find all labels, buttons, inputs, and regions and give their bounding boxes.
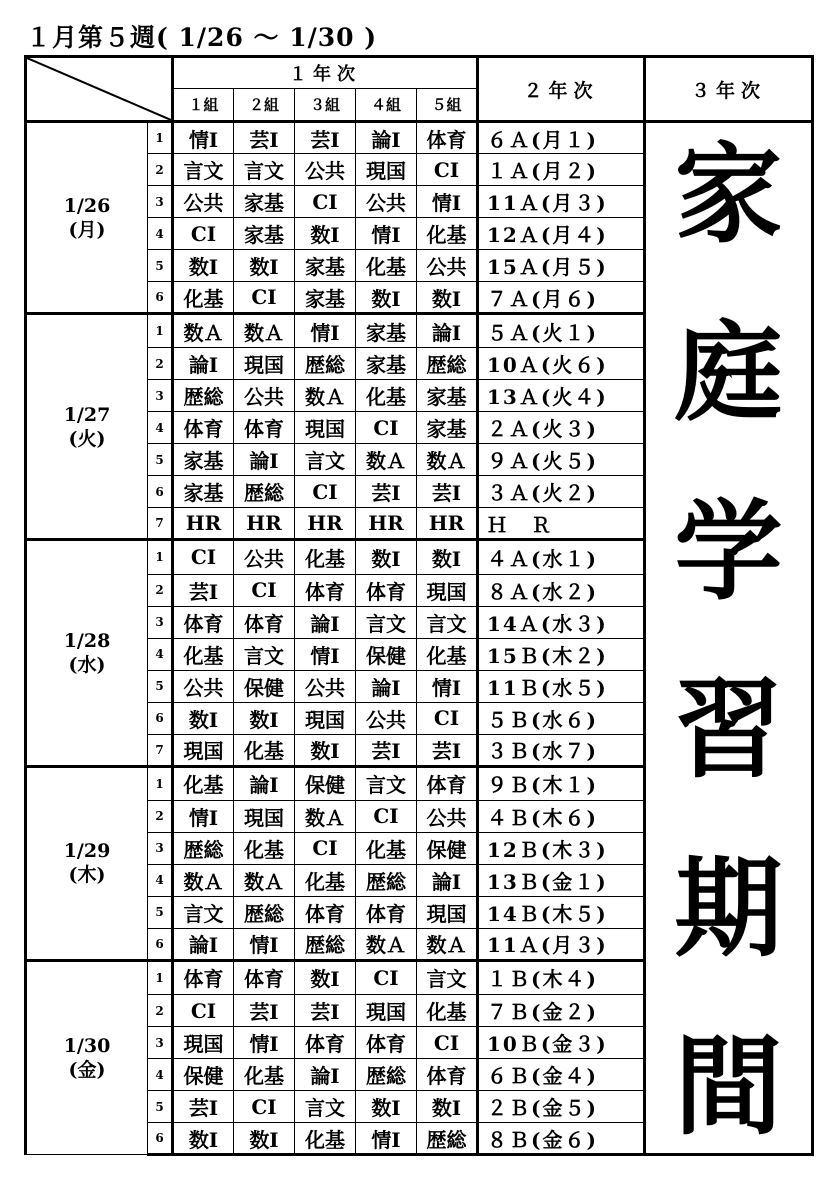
subject-cell: 化基	[295, 1123, 356, 1155]
date-cell	[26, 766, 148, 960]
subject-cell: 保健	[295, 766, 356, 800]
grade3-notice-char: 習	[674, 668, 783, 794]
subject-cell: 公共	[173, 186, 234, 218]
subject-cell: 家基	[234, 186, 295, 218]
subject-cell: 現国	[234, 800, 295, 832]
grade2-exam-cell: ８Ａ(水２)	[478, 574, 645, 606]
subject-cell: 数Ａ	[173, 314, 234, 348]
subject-cell: 数Ⅰ	[295, 734, 356, 766]
period-number: 3	[148, 380, 173, 412]
subject-cell: 数Ⅰ	[417, 282, 478, 314]
period-number: 2	[148, 800, 173, 832]
subject-cell: CⅠ	[417, 702, 478, 734]
subject-cell: 言文	[234, 638, 295, 670]
subject-cell: 体育	[173, 960, 234, 994]
subject-cell: 化基	[173, 766, 234, 800]
subject-cell: 化基	[356, 832, 417, 864]
date-label: 1/26	[63, 194, 111, 217]
subject-cell: 公共	[417, 250, 478, 282]
grade2-exam-cell: ８Ｂ(金６)	[478, 1123, 645, 1155]
subject-cell: CⅠ	[356, 800, 417, 832]
period-number: 4	[148, 1059, 173, 1091]
subject-cell: 論Ⅰ	[173, 928, 234, 960]
subject-cell: 家基	[417, 380, 478, 412]
subject-cell: 体育	[234, 960, 295, 994]
subject-cell: 芸Ⅰ	[234, 995, 295, 1027]
subject-cell: CⅠ	[173, 540, 234, 574]
subject-cell: 言文	[295, 444, 356, 476]
grade2-exam-cell: 11Ａ(月３)	[478, 928, 645, 960]
subject-cell: 芸Ⅰ	[173, 1091, 234, 1123]
grade3-header: ３年次	[645, 57, 813, 122]
subject-cell: 化基	[295, 864, 356, 896]
subject-cell: 歴総	[417, 348, 478, 380]
subject-cell: 言文	[356, 606, 417, 638]
period-number: 3	[148, 832, 173, 864]
subject-cell: 芸Ⅰ	[173, 574, 234, 606]
grade3-notice-char: 家	[674, 133, 783, 258]
subject-cell: 数Ⅰ	[356, 1091, 417, 1123]
grade2-exam-cell: 11Ａ(月３)	[478, 186, 645, 218]
period-number: 3	[148, 186, 173, 218]
subject-cell: 論Ⅰ	[417, 314, 478, 348]
subject-cell: 家基	[234, 218, 295, 250]
period-number: 2	[148, 995, 173, 1027]
subject-cell: CⅠ	[234, 574, 295, 606]
period-number: 5	[148, 250, 173, 282]
subject-cell: 現国	[295, 702, 356, 734]
subject-cell: 保健	[356, 638, 417, 670]
grade2-exam-cell: 10Ｂ(金３)	[478, 1027, 645, 1059]
subject-cell: 情Ⅰ	[234, 928, 295, 960]
period-number: 6	[148, 1123, 173, 1155]
subject-cell: 言文	[417, 606, 478, 638]
grade2-exam-cell: ７Ｂ(金２)	[478, 995, 645, 1027]
diagonal-line	[27, 58, 171, 120]
subject-cell: HR	[417, 508, 478, 540]
subject-cell: 情Ⅰ	[356, 218, 417, 250]
subject-cell: 公共	[234, 380, 295, 412]
subject-cell: 公共	[295, 154, 356, 186]
grade2-exam-cell: ２Ｂ(金５)	[478, 1091, 645, 1123]
subject-cell: 体育	[295, 896, 356, 928]
subject-cell: CⅠ	[234, 1091, 295, 1123]
subject-cell: 現国	[295, 412, 356, 444]
subject-cell: 数Ａ	[295, 800, 356, 832]
date-cell	[26, 540, 148, 766]
subject-cell: 数Ⅰ	[295, 218, 356, 250]
subject-cell: 体育	[356, 574, 417, 606]
subject-cell: 数Ⅰ	[295, 960, 356, 994]
subject-cell: CⅠ	[173, 218, 234, 250]
subject-cell: 芸Ⅰ	[417, 476, 478, 508]
grade2-exam-cell: 15Ｂ(木２)	[478, 638, 645, 670]
subject-cell: 数Ａ	[234, 864, 295, 896]
subject-cell: 数Ⅰ	[173, 1123, 234, 1155]
subject-cell: 論Ⅰ	[173, 348, 234, 380]
subject-cell: 体育	[417, 122, 478, 154]
grade3-notice-char: 期	[674, 846, 783, 972]
period-number: 6	[148, 702, 173, 734]
grade3-notice-text	[646, 123, 811, 1153]
grade2-exam-cell: 15Ａ(月５)	[478, 250, 645, 282]
grade2-exam-cell: ９Ｂ(木１)	[478, 766, 645, 800]
grade3-notice-char: 庭	[674, 311, 783, 437]
subject-cell: 歴総	[234, 896, 295, 928]
period-number: 2	[148, 348, 173, 380]
subject-cell: HR	[356, 508, 417, 540]
subject-cell: CⅠ	[295, 476, 356, 508]
subject-cell: 情Ⅰ	[295, 314, 356, 348]
subject-cell: 言文	[295, 1091, 356, 1123]
subject-cell: HR	[173, 508, 234, 540]
subject-cell: CⅠ	[417, 1027, 478, 1059]
subject-cell: 家基	[356, 348, 417, 380]
subject-cell: 家基	[356, 314, 417, 348]
class-header: ５組	[417, 89, 478, 122]
subject-cell: 歴総	[173, 380, 234, 412]
subject-cell: HR	[234, 508, 295, 540]
subject-cell: CⅠ	[234, 282, 295, 314]
subject-cell: 化基	[417, 218, 478, 250]
period-number: 6	[148, 282, 173, 314]
period-number: 5	[148, 1091, 173, 1123]
grade2-exam-cell: 11Ｂ(水５)	[478, 670, 645, 702]
grade2-exam-cell: 12Ａ(月４)	[478, 218, 645, 250]
period-number: 7	[148, 508, 173, 540]
date-label: 1/28	[63, 629, 111, 652]
subject-cell: 論Ⅰ	[417, 864, 478, 896]
weekday-label: (水)	[68, 653, 106, 676]
subject-cell: 歴総	[295, 928, 356, 960]
grade3-notice-char: 学	[674, 489, 783, 615]
subject-cell: 体育	[173, 606, 234, 638]
period-number: 4	[148, 864, 173, 896]
subject-cell: 言文	[234, 154, 295, 186]
subject-cell: 現国	[173, 734, 234, 766]
subject-cell: 体育	[417, 1059, 478, 1091]
subject-cell: CⅠ	[356, 960, 417, 994]
grade2-exam-cell: ３Ｂ(水７)	[478, 734, 645, 766]
subject-cell: HR	[295, 508, 356, 540]
class-header: １組	[173, 89, 234, 122]
period-number: 5	[148, 444, 173, 476]
subject-cell: CⅠ	[417, 154, 478, 186]
grade2-header: ２年次	[478, 57, 645, 122]
grade1-header: １年次	[173, 57, 478, 89]
subject-cell: 歴総	[356, 864, 417, 896]
period-number: 1	[148, 960, 173, 994]
grade2-exam-cell: 12Ｂ(木３)	[478, 832, 645, 864]
subject-cell: 数Ａ	[295, 380, 356, 412]
subject-cell: 歴総	[295, 348, 356, 380]
subject-cell: 歴総	[356, 1059, 417, 1091]
date-cell	[26, 122, 148, 314]
subject-cell: 芸Ⅰ	[356, 734, 417, 766]
period-number: 4	[148, 412, 173, 444]
subject-cell: 歴総	[417, 1123, 478, 1155]
subject-cell: 化基	[295, 540, 356, 574]
grade2-exam-cell: 10Ａ(火６)	[478, 348, 645, 380]
grade2-exam-cell: 13Ａ(火４)	[478, 380, 645, 412]
subject-cell: 数Ⅰ	[173, 702, 234, 734]
subject-cell: 公共	[356, 186, 417, 218]
subject-cell: 化基	[417, 638, 478, 670]
subject-cell: 家基	[417, 412, 478, 444]
subject-cell: 芸Ⅰ	[295, 122, 356, 154]
subject-cell: 公共	[234, 540, 295, 574]
subject-cell: 情Ⅰ	[173, 800, 234, 832]
period-number: 1	[148, 766, 173, 800]
date-label: 1/27	[63, 403, 111, 426]
grade2-exam-cell: １Ｂ(木４)	[478, 960, 645, 994]
subject-cell: CⅠ	[295, 832, 356, 864]
subject-cell: 化基	[173, 638, 234, 670]
subject-cell: 公共	[295, 670, 356, 702]
subject-cell: 論Ⅰ	[295, 1059, 356, 1091]
period-number: 4	[148, 218, 173, 250]
subject-cell: 情Ⅰ	[295, 638, 356, 670]
subject-cell: 数Ⅰ	[234, 1123, 295, 1155]
subject-cell: 芸Ⅰ	[234, 122, 295, 154]
grade2-exam-cell: ６Ａ(月１)	[478, 122, 645, 154]
grade3-notice-char: 間	[674, 1024, 783, 1150]
period-number: 1	[148, 122, 173, 154]
grade2-exam-cell: １Ａ(月２)	[478, 154, 645, 186]
subject-cell: 公共	[173, 670, 234, 702]
subject-cell: 体育	[417, 766, 478, 800]
period-number: 5	[148, 670, 173, 702]
subject-cell: CⅠ	[295, 186, 356, 218]
grade2-exam-cell: ４Ａ(水１)	[478, 540, 645, 574]
class-header: ２組	[234, 89, 295, 122]
schedule-body	[26, 122, 813, 1155]
subject-cell: CⅠ	[173, 995, 234, 1027]
page-title: １月第５週( 1/26 〜 1/30 )	[26, 23, 378, 52]
subject-cell: 現国	[356, 154, 417, 186]
grade2-exam-cell: Ｈ Ｒ	[478, 508, 645, 540]
subject-cell: 情Ⅰ	[356, 1123, 417, 1155]
grade3-notice-cell	[645, 122, 813, 1155]
subject-cell: 家基	[295, 250, 356, 282]
subject-cell: 化基	[417, 995, 478, 1027]
weekday-label: (月)	[68, 218, 106, 241]
subject-cell: 言文	[173, 154, 234, 186]
grade2-exam-cell: 14Ａ(水３)	[478, 606, 645, 638]
subject-cell: 情Ⅰ	[234, 1027, 295, 1059]
subject-cell: 体育	[173, 412, 234, 444]
period-number: 4	[148, 638, 173, 670]
subject-cell: 数Ａ	[234, 314, 295, 348]
subject-cell: 数Ⅰ	[356, 282, 417, 314]
subject-cell: CⅠ	[356, 412, 417, 444]
weekday-label: (火)	[68, 427, 106, 450]
grade2-exam-cell: 14Ｂ(木５)	[478, 896, 645, 928]
subject-cell: 公共	[356, 702, 417, 734]
subject-cell: 数Ａ	[417, 928, 478, 960]
grade2-exam-cell: ３Ａ(火２)	[478, 476, 645, 508]
subject-cell: 数Ａ	[356, 444, 417, 476]
period-number: 6	[148, 476, 173, 508]
subject-cell: 数Ａ	[417, 444, 478, 476]
subject-cell: 化基	[234, 1059, 295, 1091]
period-number: 1	[148, 540, 173, 574]
grade2-exam-cell: ２Ａ(火３)	[478, 412, 645, 444]
subject-cell: 論Ⅰ	[356, 670, 417, 702]
subject-cell: 数Ⅰ	[356, 540, 417, 574]
period-number: 3	[148, 1027, 173, 1059]
subject-cell: 歴総	[234, 476, 295, 508]
corner-diagonal-cell	[26, 57, 173, 122]
subject-cell: 体育	[234, 606, 295, 638]
subject-cell: 化基	[356, 380, 417, 412]
subject-cell: 言文	[356, 766, 417, 800]
subject-cell: 歴総	[173, 832, 234, 864]
subject-cell: 公共	[417, 800, 478, 832]
subject-cell: 現国	[234, 348, 295, 380]
subject-cell: 体育	[295, 574, 356, 606]
subject-cell: 情Ⅰ	[173, 122, 234, 154]
subject-cell: 現国	[417, 574, 478, 606]
subject-cell: 数Ⅰ	[234, 702, 295, 734]
period-number: 7	[148, 734, 173, 766]
period-number: 2	[148, 574, 173, 606]
subject-cell: 数Ⅰ	[417, 540, 478, 574]
grade2-exam-cell: ７Ａ(月６)	[478, 282, 645, 314]
subject-cell: 芸Ⅰ	[356, 476, 417, 508]
weekday-label: (金)	[68, 1058, 106, 1081]
weekday-label: (木)	[68, 864, 106, 887]
subject-cell: 言文	[417, 960, 478, 994]
class-header: ３組	[295, 89, 356, 122]
subject-cell: 化基	[356, 250, 417, 282]
subject-cell: 芸Ⅰ	[417, 734, 478, 766]
subject-cell: 現国	[356, 995, 417, 1027]
subject-cell: 論Ⅰ	[295, 606, 356, 638]
subject-cell: 数Ⅰ	[234, 250, 295, 282]
grade2-exam-cell: ６Ｂ(金４)	[478, 1059, 645, 1091]
subject-cell: 言文	[173, 896, 234, 928]
subject-cell: 現国	[417, 896, 478, 928]
period-number: 2	[148, 154, 173, 186]
subject-cell: 数Ⅰ	[417, 1091, 478, 1123]
subject-cell: 家基	[295, 282, 356, 314]
subject-cell: 数Ⅰ	[173, 250, 234, 282]
subject-cell: 現国	[173, 1027, 234, 1059]
subject-cell: 芸Ⅰ	[295, 995, 356, 1027]
period-number: 1	[148, 314, 173, 348]
grade2-exam-cell: 13Ｂ(金１)	[478, 864, 645, 896]
subject-cell: 体育	[356, 1027, 417, 1059]
subject-cell: 化基	[173, 282, 234, 314]
subject-cell: 家基	[173, 444, 234, 476]
class-header: ４組	[356, 89, 417, 122]
subject-cell: 論Ⅰ	[234, 766, 295, 800]
subject-cell: 体育	[234, 412, 295, 444]
period-number: 5	[148, 896, 173, 928]
subject-cell: 体育	[356, 896, 417, 928]
subject-cell: 情Ⅰ	[417, 670, 478, 702]
subject-cell: 化基	[234, 832, 295, 864]
grade2-exam-cell: ５Ａ(火１)	[478, 314, 645, 348]
date-cell	[26, 960, 148, 1154]
subject-cell: 保健	[234, 670, 295, 702]
grade2-exam-cell: ９Ａ(火５)	[478, 444, 645, 476]
subject-cell: 保健	[417, 832, 478, 864]
subject-cell: 数Ａ	[173, 864, 234, 896]
period-number: 6	[148, 928, 173, 960]
subject-cell: 情Ⅰ	[417, 186, 478, 218]
subject-cell: 数Ａ	[356, 928, 417, 960]
period-number: 3	[148, 606, 173, 638]
date-label: 1/29	[63, 840, 111, 863]
date-label: 1/30	[63, 1034, 111, 1057]
subject-cell: 論Ⅰ	[356, 122, 417, 154]
table-row	[26, 122, 813, 154]
exam-schedule-table	[24, 55, 814, 1156]
subject-cell: 保健	[173, 1059, 234, 1091]
grade2-exam-cell: ４Ｂ(木６)	[478, 800, 645, 832]
subject-cell: 論Ⅰ	[234, 444, 295, 476]
subject-cell: 家基	[173, 476, 234, 508]
grade2-exam-cell: ５Ｂ(水６)	[478, 702, 645, 734]
subject-cell: 体育	[295, 1027, 356, 1059]
subject-cell: 化基	[234, 734, 295, 766]
date-cell	[26, 314, 148, 540]
